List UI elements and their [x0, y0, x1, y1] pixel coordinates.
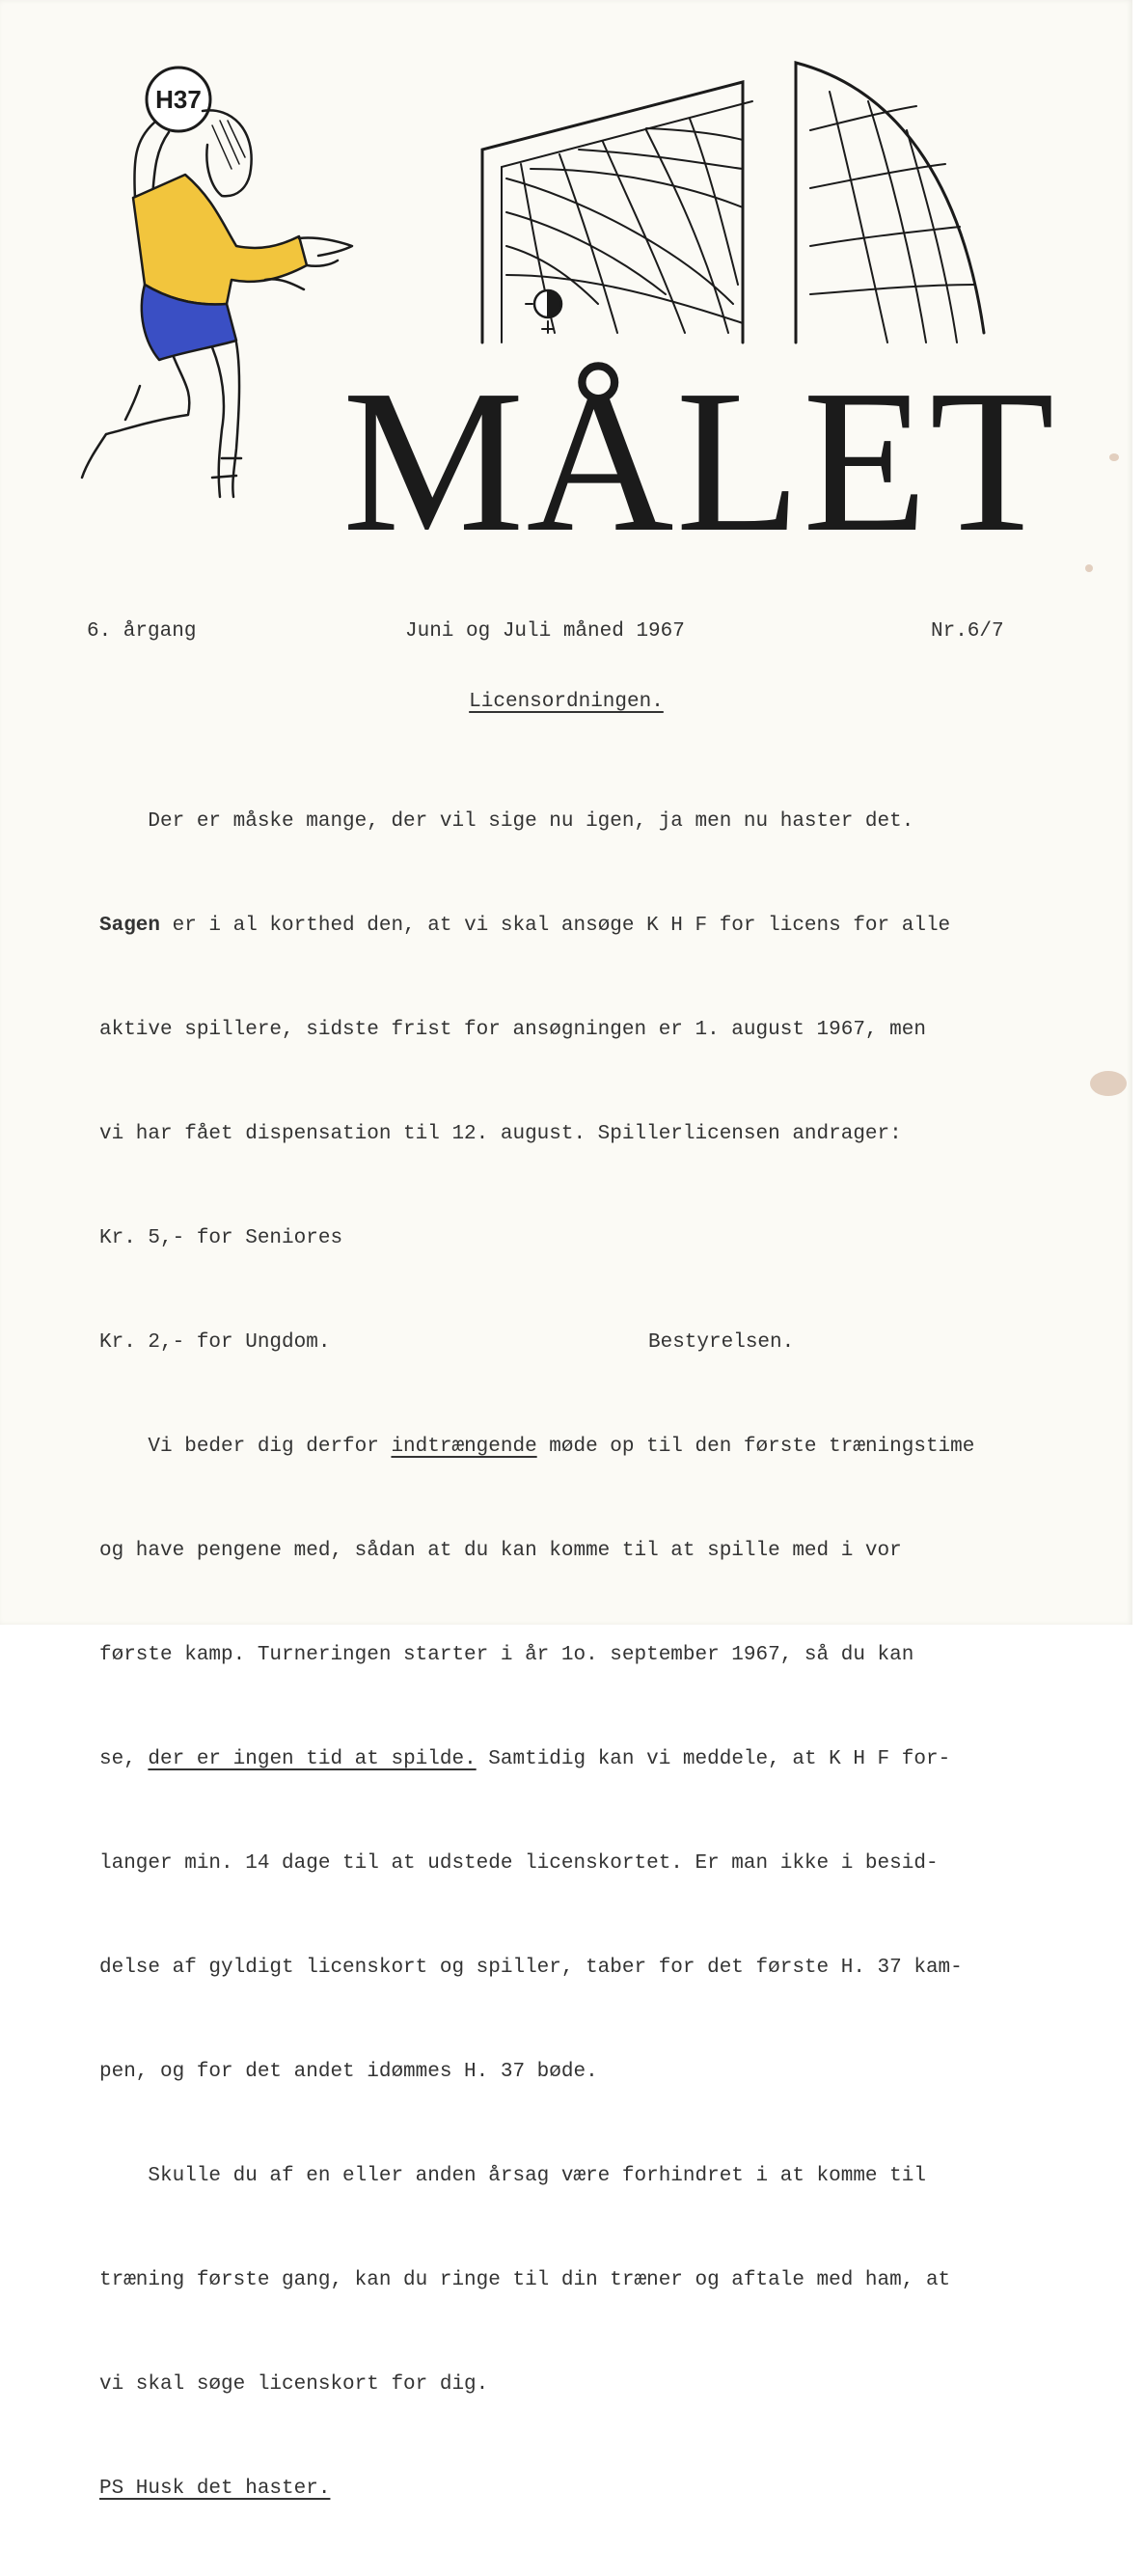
newsletter-title: MÅLET — [342, 347, 1057, 574]
body-text: Vi beder dig derfor — [99, 1436, 392, 1458]
body-line: træning første gang, kan du ringe til din træner og aftale med ham, at — [99, 2269, 951, 2291]
body-text: møde op til den første træningstime — [536, 1436, 975, 1458]
body-line: første kamp. Turneringen starter i år 1o. september 1967, så du kan — [99, 1644, 914, 1666]
paper-stain — [1085, 564, 1093, 572]
body-line: Kr. 5,- for Seniores — [99, 1227, 343, 1249]
paper-stain — [1090, 1071, 1127, 1096]
signature: Bestyrelsen. — [648, 1331, 795, 1354]
handball-player-illustration — [82, 68, 352, 497]
body-line: aktive spillere, sidste frist for ansøgningen er 1. august 1967, men — [99, 1019, 926, 1041]
underlined-word: indtrængende — [391, 1436, 537, 1458]
article-body — [99, 735, 1083, 2576]
body-line: vi har fået dispensation til 12. august. Spillerlicensen andrager: — [99, 1123, 902, 1145]
body-line: og have pengene med, sådan at du kan komme til at spille med i vor — [99, 1540, 902, 1562]
body-line: langer min. 14 dage til at udstede licenskortet. Er man ikke i besid- — [99, 1852, 939, 1875]
article-heading: Licensordningen. — [469, 691, 664, 713]
body-line: pen, og for det andet idømmes H. 37 bøde. — [99, 2061, 598, 2083]
body-line: Kr. 2,- for Ungdom. — [99, 1331, 331, 1354]
underlined-phrase: der er ingen tid at spilde. — [148, 1748, 477, 1770]
body-line — [99, 909, 1083, 944]
issue-number: Nr.6/7 — [931, 620, 1004, 643]
body-line — [99, 1430, 1083, 1465]
issue-date: Juni og Juli måned 1967 — [405, 620, 685, 643]
body-text: se, — [99, 1748, 149, 1770]
body-line: Skulle du af en eller anden årsag være forhindret i at komme til — [99, 2165, 926, 2187]
volume-label: 6. årgang — [87, 620, 197, 643]
body-line — [99, 1742, 1083, 1777]
body-text: er i al korthed den, at vi skal ansøge K H F for licens for alle — [160, 915, 951, 937]
postscript-line: PS Husk det haster. — [99, 2478, 331, 2500]
bold-word: Sagen — [99, 915, 161, 937]
goal-net-illustration — [482, 63, 984, 343]
body-line: vi skal søge licenskort for dig. — [99, 2373, 489, 2396]
body-line: delse af gyldigt licenskort og spiller, taber for det første H. 37 kam- — [99, 1957, 963, 1979]
body-text: Samtidig kan vi meddele, at K H F for- — [476, 1748, 951, 1770]
paper-stain — [1109, 453, 1119, 461]
body-line: Der er måske mange, der vil sige nu igen, ja men nu haster det. — [99, 810, 914, 833]
ball-label: H37 — [155, 85, 202, 114]
